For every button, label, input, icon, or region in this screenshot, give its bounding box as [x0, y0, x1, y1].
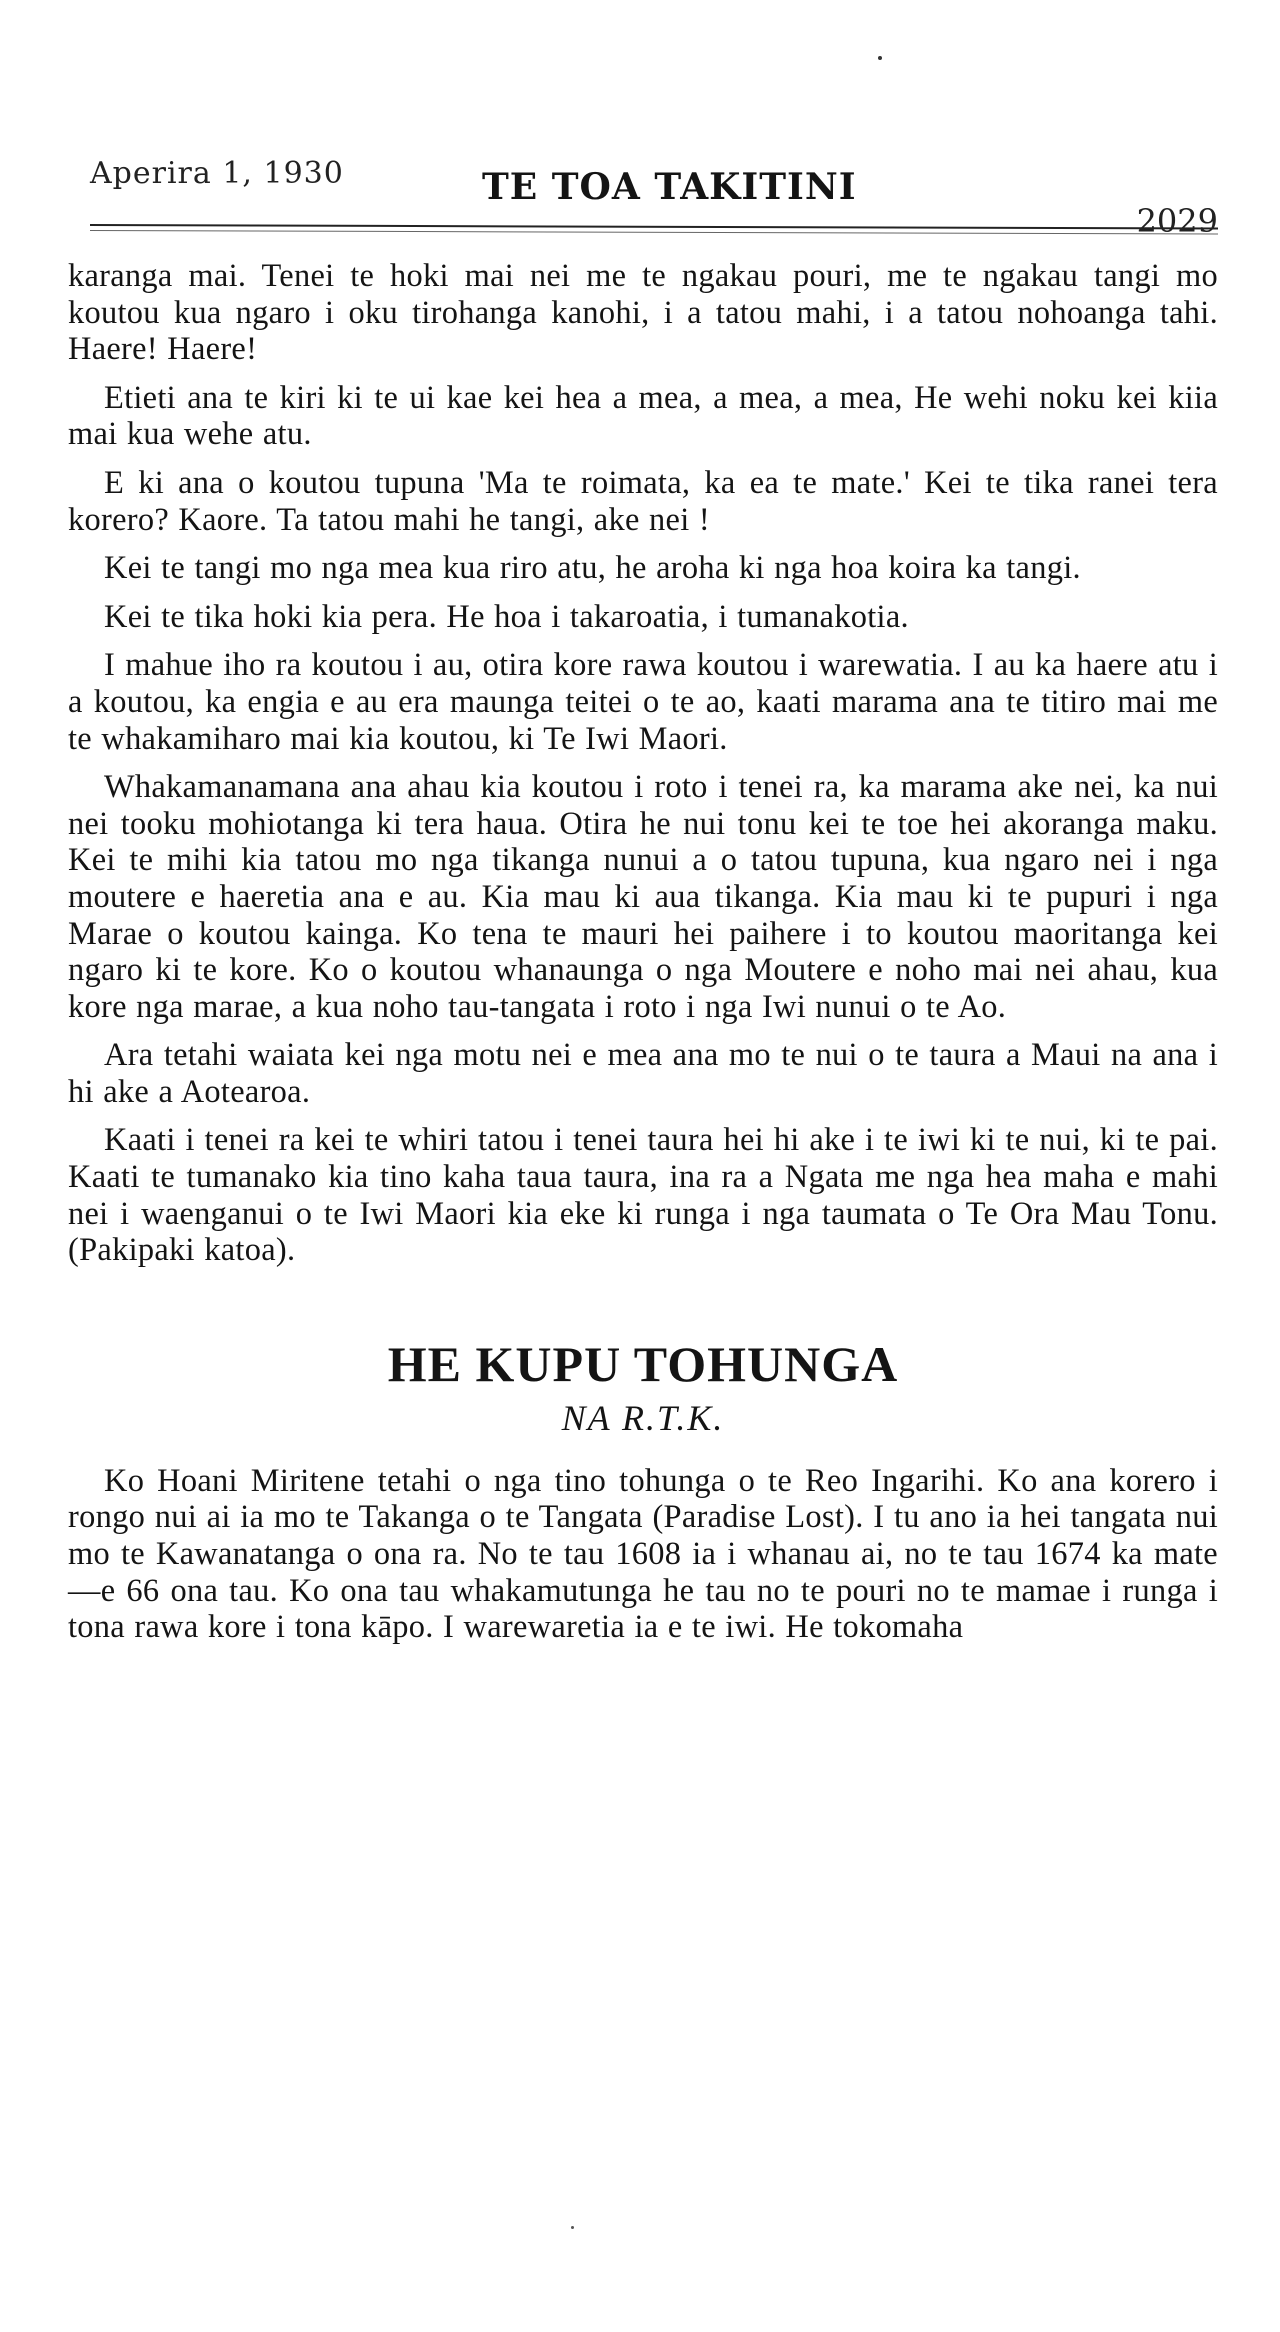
paragraph-text: Etieti ana te kiri ki te ui kae kei hea a mea, a mea, a mea, He wehi noku kei kiia mai kua wehe atu. [68, 379, 1218, 453]
page-number: 2029 [1136, 202, 1218, 240]
paragraph-9 [68, 1122, 1218, 1268]
paragraph-text: Ko Hoani Miritene tetahi o nga tino tohunga o te Reo Ingarihi. Ko ana korero i rongo nui ai ia mo te Takanga o te Tangata (Paradise Lost). I tu ano ia hei tangata nui mo te Kawanatanga o ona ra. No te tau 1608 ia i whanau ai, no te tau 1674 ka mate—e 66 ona tau. Ko ona tau whakamutunga he tau no te pouri no te mamae i runga i tona rawa kore i tona kāpo. I warewaretia ia e te iwi. He tokomaha [68, 1462, 1218, 1646]
journal-title: TE TOA TAKITINI [482, 166, 857, 208]
paragraph-text: E ki ana o koutou tupuna 'Ma te roimata, ka ea te mate.' Kei te tika ranei tera korero? Kaore. Ta tatou mahi he tangi, ake nei ! [68, 464, 1218, 538]
section-paragraph-1 [68, 1463, 1218, 1646]
paragraph-3 [68, 465, 1218, 538]
header-rule [90, 224, 1218, 230]
paragraph-8 [68, 1037, 1218, 1110]
paragraph-text: Ara tetahi waiata kei nga motu nei e mea ana mo te nui o te taura a Maui na ana i hi ake a Aotearoa. [68, 1037, 1218, 1110]
paragraph-text: karanga mai. Tenei te hoki mai nei me te ngakau pouri, me te ngakau tangi mo koutou kua ngaro i oku tirohanga kanohi, i a tatou mahi, i a tatou nohoanga tahi. Haere! Haere! [68, 258, 1218, 368]
speck [878, 56, 882, 60]
paragraph-text: Kaati i tenei ra kei te whiri tatou i tenei taura hei hi ake i te iwi ki te nui, ki te pai. Kaati te tumanako kia tino kaha taua taura, ina ra a Ngata me nga hea maha e mahi nei i waenganui o te Iwi Maori kia eke ki runga i nga taumata o Te Ora Mau Tonu. (Pakipaki katoa). [68, 1122, 1218, 1269]
paragraph-1 [68, 258, 1218, 368]
header-date: Aperira 1, 1930 [90, 156, 344, 191]
paragraph-text: Whakamanamana ana ahau kia koutou i roto i tenei ra, ka marama ake nei, ka nui nei tooku mohiotanga ki tera haua. Otira he nui tonu kei te toe hei akoranga maku. Kei te mihi kia tatou mo nga tikanga nunui a o tatou tupuna, kua ngaro nei i nga moutere e haeretia ana e au. Kia mau ki aua tikanga. Kia mau ki te pupuri i nga Marae o koutou kainga. Ko tena te mauri hei paihere i to koutou maoritanga kei ngaro ki te kore. Ko o koutou whanaunga o nga Moutere e noho mai nei ahau, kua kore nga marae, a kua noho tau-tangata i roto i nga Iwi nunui o te Ao. [68, 769, 1218, 1025]
paragraph-2 [68, 380, 1218, 453]
section-byline: NA R.T.K. [561, 1397, 725, 1438]
paragraph-4 [68, 550, 1218, 587]
paragraph-text: Kei te tika hoki kia pera. He hoa i takaroatia, i tumanakotia. [104, 598, 909, 635]
text-column [68, 258, 1218, 1658]
paragraph-6 [68, 647, 1218, 757]
running-header [90, 148, 1218, 240]
paragraph-text: Kei te tangi mo nga mea kua riro atu, he aroha ki nga hoa koira ka tangi. [104, 550, 1081, 587]
section-heading [68, 1335, 1218, 1439]
header-rule-thin [90, 230, 1218, 235]
section-title: HE KUPU TOHUNGA [387, 1335, 899, 1392]
speck [571, 2226, 574, 2229]
paragraph-5 [68, 599, 1218, 636]
paragraph-text: I mahue iho ra koutou i au, otira kore rawa koutou i warewatia. I au ka haere atu i a koutou, ka engia e au era maunga teitei o te ao, kaati marama ana te titiro mai me te whakamiharo mai kia koutou, ki Te Iwi Maori. [68, 647, 1218, 757]
paragraph-7 [68, 769, 1218, 1025]
